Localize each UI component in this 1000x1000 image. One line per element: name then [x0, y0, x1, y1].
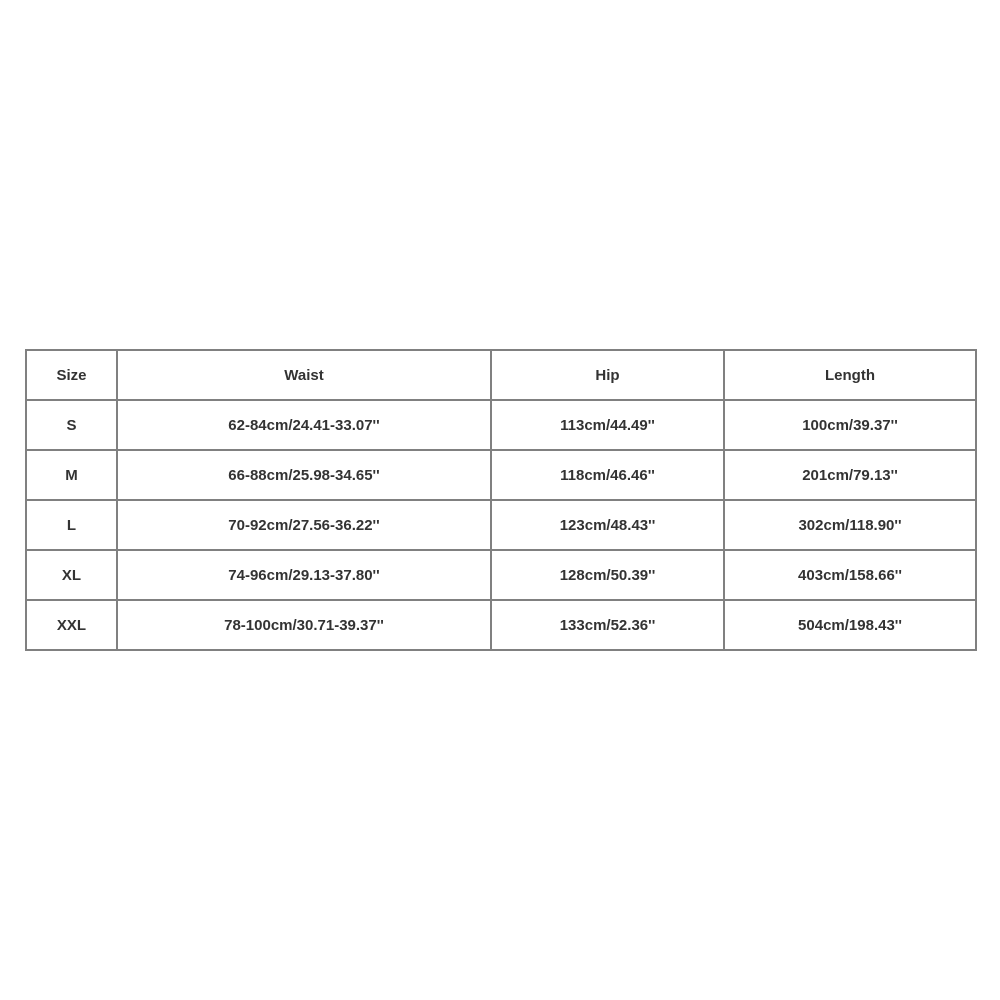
hip-cell: 128cm/50.39'' [491, 550, 724, 600]
waist-cell: 78-100cm/30.71-39.37'' [117, 600, 491, 650]
waist-cell: 62-84cm/24.41-33.07'' [117, 400, 491, 450]
table-row [26, 400, 976, 450]
hip-cell: 113cm/44.49'' [491, 400, 724, 450]
header-waist: Waist [117, 350, 491, 400]
length-cell: 504cm/198.43'' [724, 600, 976, 650]
table-row [26, 600, 976, 650]
hip-cell: 118cm/46.46'' [491, 450, 724, 500]
length-cell: 100cm/39.37'' [724, 400, 976, 450]
length-cell: 403cm/158.66'' [724, 550, 976, 600]
size-cell: XXL [26, 600, 117, 650]
table-header-row [26, 350, 976, 400]
waist-cell: 70-92cm/27.56-36.22'' [117, 500, 491, 550]
table-row [26, 450, 976, 500]
table-row [26, 550, 976, 600]
size-cell: L [26, 500, 117, 550]
header-hip: Hip [491, 350, 724, 400]
table-row [26, 500, 976, 550]
hip-cell: 123cm/48.43'' [491, 500, 724, 550]
length-cell: 201cm/79.13'' [724, 450, 976, 500]
header-length: Length [724, 350, 976, 400]
size-cell: XL [26, 550, 117, 600]
length-cell: 302cm/118.90'' [724, 500, 976, 550]
size-cell: S [26, 400, 117, 450]
header-size: Size [26, 350, 117, 400]
hip-cell: 133cm/52.36'' [491, 600, 724, 650]
size-cell: M [26, 450, 117, 500]
waist-cell: 66-88cm/25.98-34.65'' [117, 450, 491, 500]
waist-cell: 74-96cm/29.13-37.80'' [117, 550, 491, 600]
size-chart-table [25, 349, 977, 651]
